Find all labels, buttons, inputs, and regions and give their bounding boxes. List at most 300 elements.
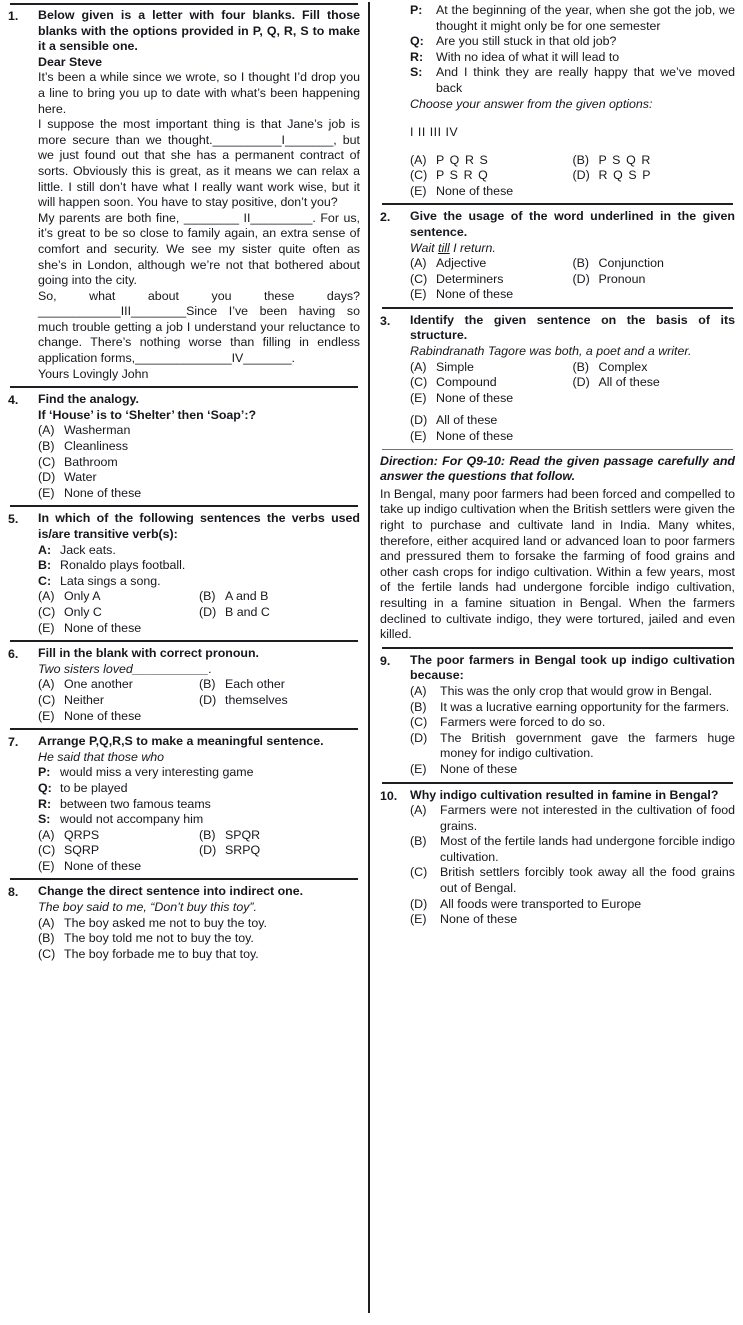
option-letter: (C) bbox=[410, 271, 428, 286]
option-text: None of these bbox=[64, 485, 142, 500]
option-letter: (E) bbox=[410, 287, 427, 302]
option-d[interactable] bbox=[199, 605, 360, 621]
option-row bbox=[38, 843, 360, 859]
statement-text: Lata sings a song. bbox=[60, 573, 161, 588]
question-body bbox=[38, 511, 360, 636]
question-prompt: Why indigo cultivation resulted in famine in Bengal? bbox=[410, 787, 719, 802]
option-text: SPQR bbox=[225, 827, 261, 842]
option-letter: (B) bbox=[572, 359, 590, 374]
statement-text: Jack eats. bbox=[60, 542, 116, 557]
option-text: None of these bbox=[436, 287, 514, 302]
question-1-continued bbox=[380, 3, 735, 199]
question-number-spacer bbox=[380, 413, 410, 414]
options-list bbox=[38, 423, 360, 501]
option-letter: (E) bbox=[38, 485, 55, 500]
option-row bbox=[410, 413, 735, 429]
question-separator bbox=[382, 647, 733, 649]
statement-label: S: bbox=[38, 812, 51, 827]
option-d[interactable] bbox=[410, 897, 735, 913]
option-d[interactable] bbox=[573, 272, 736, 288]
option-row bbox=[38, 828, 360, 844]
statement-s bbox=[410, 65, 735, 96]
option-letter: (E) bbox=[410, 183, 427, 198]
option-c[interactable] bbox=[38, 947, 360, 963]
option-row bbox=[410, 684, 735, 700]
option-c[interactable] bbox=[38, 693, 199, 709]
option-text: Pronoun bbox=[598, 271, 646, 286]
option-letter: (A) bbox=[38, 423, 55, 438]
option-letter: (C) bbox=[410, 715, 428, 730]
option-text: Compound bbox=[436, 375, 497, 390]
option-row bbox=[410, 762, 735, 778]
option-letter: (B) bbox=[38, 439, 55, 454]
underlined-word: till bbox=[438, 240, 450, 255]
option-text: Determiners bbox=[436, 271, 504, 286]
option-a[interactable] bbox=[410, 684, 735, 700]
subprompt-post: I return. bbox=[449, 240, 496, 255]
option-row bbox=[410, 375, 735, 391]
statement-label: A: bbox=[38, 542, 52, 557]
question-body bbox=[410, 413, 735, 444]
question-separator bbox=[382, 782, 733, 784]
question-4 bbox=[8, 392, 360, 501]
statement-s bbox=[38, 812, 360, 828]
statement-q bbox=[410, 34, 735, 50]
option-text: All of these bbox=[598, 375, 660, 390]
option-a[interactable] bbox=[410, 360, 573, 376]
option-letter: (D) bbox=[410, 413, 428, 428]
option-b[interactable] bbox=[573, 360, 736, 376]
option-text: None of these bbox=[64, 708, 142, 723]
letter-paragraph-2: I suppose the most important thing is that Jane’s job is more secure than we thought.__________I_______, but we just found out that she has a permanent contract of sorts. Obviously this is great, as it means we can relax a little. I still don’t have what I really want work wise, but it will happen soon. You have to stay positive, don’t you? bbox=[38, 117, 360, 210]
option-text: None of these bbox=[64, 858, 142, 873]
question-subprompt: The boy said to me, “Don’t buy this toy”. bbox=[38, 900, 257, 915]
question-separator bbox=[10, 728, 358, 730]
option-text: None of these bbox=[436, 183, 514, 198]
option-a[interactable] bbox=[38, 916, 360, 932]
question-2 bbox=[380, 209, 735, 303]
option-letter: (B) bbox=[410, 699, 427, 714]
statement-text: Ronaldo plays football. bbox=[60, 558, 186, 573]
option-c[interactable] bbox=[410, 168, 573, 184]
question-number: 4. bbox=[8, 393, 19, 408]
option-row bbox=[410, 272, 735, 288]
option-c[interactable] bbox=[410, 272, 573, 288]
options-list bbox=[410, 803, 735, 928]
letter-paragraph-3: My parents are both fine, ________ II_________. For us, it’s great to be so close to family again, an extra sense of comfort and security. We see my sister quite often as she’s in London, although we’re not that bothered about going into the city. bbox=[38, 210, 360, 288]
orphan-option-e[interactable] bbox=[410, 429, 735, 445]
option-row bbox=[410, 391, 735, 407]
letter-salutation: Dear Steve bbox=[38, 54, 103, 69]
direction-text: Direction: For Q9-10: Read the given passage carefully and answer the questions that follow. bbox=[380, 453, 735, 484]
option-letter: (D) bbox=[410, 730, 428, 745]
option-text: None of these bbox=[440, 912, 518, 927]
option-row bbox=[410, 168, 735, 184]
option-letter: (A) bbox=[38, 827, 55, 842]
option-row bbox=[38, 423, 360, 439]
option-b[interactable] bbox=[38, 439, 360, 455]
option-row bbox=[410, 897, 735, 913]
option-letter: (A) bbox=[410, 359, 427, 374]
option-row bbox=[410, 360, 735, 376]
option-text: Only A bbox=[64, 589, 101, 604]
option-letter: (C) bbox=[38, 604, 56, 619]
statement-label: R: bbox=[38, 796, 52, 811]
option-letter: (B) bbox=[572, 256, 590, 271]
left-column bbox=[0, 0, 368, 1325]
option-letter: (C) bbox=[38, 454, 56, 469]
option-row bbox=[38, 589, 360, 605]
question-separator bbox=[10, 878, 358, 880]
option-text: It was a lucrative earning opportunity for the farmers. bbox=[440, 699, 730, 714]
option-letter: (D) bbox=[199, 604, 217, 619]
question-prompt: Below given is a letter with four blanks. Fill those blanks with the options provided in P, Q, R, S to make it a sensible one. bbox=[38, 8, 360, 54]
option-c[interactable] bbox=[410, 715, 735, 731]
option-letter: (E) bbox=[38, 858, 55, 873]
option-e[interactable] bbox=[410, 184, 735, 200]
question-prompt: Identify the given sentence on the basis of its structure. bbox=[410, 312, 735, 343]
option-letter: (D) bbox=[38, 470, 56, 485]
option-letter: (D) bbox=[572, 375, 590, 390]
option-letter: (E) bbox=[410, 429, 427, 444]
question-number: 1. bbox=[8, 9, 19, 23]
option-text: Farmers were forced to do so. bbox=[440, 715, 606, 730]
option-row bbox=[38, 486, 360, 502]
option-c[interactable] bbox=[38, 455, 360, 471]
options-list bbox=[410, 256, 735, 303]
option-text: themselves bbox=[225, 692, 288, 707]
top-rule bbox=[10, 3, 358, 5]
option-letter: (D) bbox=[199, 843, 217, 858]
option-row bbox=[38, 455, 360, 471]
question-subprompt: If ‘House’ is to ‘Shelter’ then ‘Soap’:? bbox=[38, 407, 257, 422]
option-row bbox=[410, 803, 735, 834]
option-e[interactable] bbox=[410, 762, 735, 778]
option-b[interactable] bbox=[410, 700, 735, 716]
option-letter: (A) bbox=[38, 677, 55, 692]
question-prompt: Find the analogy. bbox=[38, 392, 139, 407]
statement-text: would miss a very interesting game bbox=[60, 765, 254, 780]
statement-text: between two famous teams bbox=[60, 796, 211, 811]
option-letter: (B) bbox=[199, 589, 216, 604]
statement-label: S: bbox=[410, 65, 423, 80]
question-number: 9. bbox=[380, 653, 391, 668]
option-letter: (E) bbox=[410, 761, 427, 776]
option-row bbox=[410, 700, 735, 716]
option-b[interactable] bbox=[38, 931, 360, 947]
option-letter: (A) bbox=[410, 256, 427, 271]
question-body bbox=[410, 653, 735, 778]
option-b[interactable] bbox=[199, 589, 360, 605]
option-a[interactable] bbox=[38, 677, 199, 693]
option-row bbox=[410, 731, 735, 762]
option-letter: (C) bbox=[38, 692, 56, 707]
option-d[interactable] bbox=[410, 731, 735, 762]
option-text: A and B bbox=[225, 589, 269, 604]
option-text: Cleanliness bbox=[64, 439, 129, 454]
option-text: R Q S P bbox=[598, 168, 652, 183]
question-7 bbox=[8, 734, 360, 874]
option-letter: (B) bbox=[572, 152, 590, 167]
option-text: Water bbox=[64, 470, 97, 485]
statement-a bbox=[38, 543, 360, 559]
statement-label: Q: bbox=[410, 34, 424, 49]
statement-label: Q: bbox=[38, 780, 52, 795]
question-prompt: Give the usage of the word underlined in the given sentence. bbox=[410, 209, 735, 239]
statement-label: P: bbox=[410, 3, 423, 17]
option-row bbox=[38, 470, 360, 486]
question-body bbox=[410, 313, 735, 407]
option-letter: (E) bbox=[38, 708, 55, 723]
question-5 bbox=[8, 511, 360, 636]
option-b[interactable] bbox=[199, 677, 360, 693]
option-letter: (D) bbox=[572, 271, 590, 286]
statement-p bbox=[410, 3, 735, 34]
option-text: This was the only crop that would grow in Bengal. bbox=[440, 683, 713, 698]
option-row bbox=[38, 709, 360, 725]
option-e[interactable] bbox=[38, 709, 360, 725]
option-letter: (A) bbox=[410, 152, 427, 167]
option-row bbox=[38, 859, 360, 875]
question-3 bbox=[380, 313, 735, 407]
option-c[interactable] bbox=[38, 843, 199, 859]
option-letter: (B) bbox=[38, 931, 55, 946]
option-c[interactable] bbox=[410, 375, 573, 391]
column-divider bbox=[368, 2, 370, 1313]
option-letter: (E) bbox=[38, 620, 55, 635]
option-letter: (C) bbox=[38, 946, 56, 961]
right-column bbox=[368, 0, 743, 1325]
option-text: SQRP bbox=[64, 843, 100, 858]
question-number: 5. bbox=[8, 512, 19, 527]
option-text: Bathroom bbox=[64, 454, 118, 469]
letter-paragraph-1: It’s been a while since we wrote, so I thought I’d drop you a line to bring you up to date with what’s been happening here. bbox=[38, 70, 360, 116]
option-letter: (B) bbox=[199, 677, 216, 692]
option-text: Only C bbox=[64, 604, 102, 619]
option-letter: (E) bbox=[410, 912, 427, 927]
option-a[interactable] bbox=[38, 423, 360, 439]
options-list bbox=[410, 413, 735, 444]
option-d[interactable] bbox=[199, 693, 360, 709]
option-letter: (D) bbox=[572, 168, 590, 183]
question-prompt: Change the direct sentence into indirect one. bbox=[38, 884, 304, 899]
statement-r bbox=[38, 797, 360, 813]
option-text: Washerman bbox=[64, 423, 131, 438]
options-list bbox=[38, 916, 360, 963]
question-prompt: Arrange P,Q,R,S to make a meaningful sentence. bbox=[38, 734, 324, 749]
option-text: P Q R S bbox=[436, 152, 489, 167]
statement-q bbox=[38, 781, 360, 797]
options-list bbox=[410, 684, 735, 778]
options-list bbox=[38, 828, 360, 875]
option-letter: (C) bbox=[410, 865, 428, 880]
question-separator bbox=[10, 386, 358, 388]
option-letter: (E) bbox=[410, 390, 427, 405]
option-text: None of these bbox=[440, 761, 518, 776]
orphan-options-block bbox=[380, 413, 735, 444]
option-a[interactable] bbox=[38, 828, 199, 844]
question-1 bbox=[8, 8, 360, 382]
option-text: The British government gave the farmers huge money for indigo cultivation. bbox=[440, 730, 735, 761]
option-row bbox=[410, 256, 735, 272]
question-8 bbox=[8, 884, 360, 962]
option-text: None of these bbox=[436, 429, 514, 444]
question-subprompt: He said that those who bbox=[38, 749, 165, 764]
reading-passage: In Bengal, many poor farmers had been forced and compelled to take up indigo cultivation when the British settlers were given the right to purchase and cultivate land in India. Many whites, therefore, either acquired land or advanced loan to poor farmers and pressured them to forsake the farming of food grains and other cash crops for indigo cultivation. Within a few years, most of the fertile lands had undergone forcible indigo cultivation, resulting in a famine situation in Bengal. When the farmers declined to cultivate indigo, they were tortured, jailed and even killed. bbox=[380, 486, 735, 642]
option-letter: (D) bbox=[199, 692, 217, 707]
option-letter: (B) bbox=[410, 834, 427, 849]
options-list bbox=[410, 360, 735, 407]
question-subprompt: Rabindranath Tagore was both, a poet and a writer. bbox=[410, 344, 692, 359]
option-row bbox=[38, 693, 360, 709]
option-text: Neither bbox=[64, 692, 104, 707]
option-text: Conjunction bbox=[598, 256, 664, 271]
orphan-option-d[interactable] bbox=[410, 413, 735, 429]
option-text: Complex bbox=[598, 359, 648, 374]
option-e[interactable] bbox=[410, 912, 735, 928]
option-text: Simple bbox=[436, 359, 474, 374]
statement-r bbox=[410, 50, 735, 66]
option-text: Farmers were not interested in the cultivation of food grains. bbox=[440, 803, 735, 833]
option-row bbox=[410, 865, 735, 896]
option-text: One another bbox=[64, 677, 133, 692]
roman-numeral-header: I II III IV bbox=[410, 124, 459, 139]
statement-b bbox=[38, 558, 360, 574]
choose-answer-line: Choose your answer from the given options: bbox=[410, 96, 653, 111]
option-e[interactable] bbox=[410, 287, 735, 303]
question-9 bbox=[380, 653, 735, 778]
question-6 bbox=[8, 646, 360, 724]
statement-text: With no idea of what it will lead to bbox=[436, 49, 620, 64]
question-body bbox=[38, 8, 360, 382]
option-b[interactable] bbox=[410, 834, 735, 865]
question-number: 7. bbox=[8, 735, 19, 750]
statement-text: Are you still stuck in that old job? bbox=[436, 34, 617, 49]
option-e[interactable] bbox=[38, 859, 360, 875]
option-d[interactable] bbox=[199, 843, 360, 859]
statement-label: B: bbox=[38, 558, 52, 573]
option-row bbox=[410, 912, 735, 928]
question-number: 3. bbox=[380, 313, 391, 328]
option-b[interactable] bbox=[573, 153, 736, 169]
option-row bbox=[38, 605, 360, 621]
question-number-spacer bbox=[380, 3, 410, 4]
question-number: 8. bbox=[8, 885, 19, 900]
option-row bbox=[38, 439, 360, 455]
question-body bbox=[410, 788, 735, 928]
option-row bbox=[410, 429, 735, 445]
question-prompt: The poor farmers in Bengal took up indigo cultivation because: bbox=[410, 652, 735, 683]
option-a[interactable] bbox=[410, 153, 573, 169]
option-row bbox=[38, 916, 360, 932]
option-b[interactable] bbox=[573, 256, 736, 272]
option-text: SRPQ bbox=[225, 843, 261, 858]
option-text: The boy told me not to buy the toy. bbox=[64, 931, 254, 946]
question-prompt: Fill in the blank with correct pronoun. bbox=[38, 646, 259, 661]
question-prompt: In which of the following sentences the verbs used is/are transitive verb(s): bbox=[38, 511, 360, 541]
option-b[interactable] bbox=[199, 828, 360, 844]
option-c[interactable] bbox=[410, 865, 735, 896]
question-body bbox=[38, 392, 360, 501]
option-a[interactable] bbox=[38, 589, 199, 605]
option-letter: (A) bbox=[38, 589, 55, 604]
option-text: None of these bbox=[436, 390, 514, 405]
question-number: 2. bbox=[380, 210, 391, 225]
option-row bbox=[38, 621, 360, 637]
statement-text: At the beginning of the year, when she got the job, we thought it might only be for one semester bbox=[436, 3, 735, 33]
option-row bbox=[410, 184, 735, 200]
subprompt-pre: Wait bbox=[410, 240, 438, 255]
letter-closing: Yours Lovingly John bbox=[38, 366, 149, 381]
option-letter: (C) bbox=[410, 375, 428, 390]
option-text: Most of the fertile lands had undergone forcible indigo cultivation. bbox=[440, 834, 735, 864]
option-text: P S R Q bbox=[436, 168, 489, 183]
statement-text: And I think they are really happy that we’ve moved back bbox=[436, 65, 735, 95]
question-subprompt: Two sisters loved___________. bbox=[38, 661, 213, 676]
question-separator bbox=[10, 640, 358, 642]
statement-label: R: bbox=[410, 49, 424, 64]
statement-p bbox=[38, 765, 360, 781]
option-d[interactable] bbox=[573, 168, 736, 184]
option-e[interactable] bbox=[38, 621, 360, 637]
letter-paragraph-4: So, what about you these days? ____________III________Since I’ve been having so much trouble getting a job I understand your reluctance to change. There’s nothing worse than filling in endless application forms,______________IV_______. bbox=[38, 288, 360, 366]
passage-separator bbox=[382, 449, 733, 450]
option-row bbox=[38, 947, 360, 963]
question-10 bbox=[380, 788, 735, 928]
option-text: All foods were transported to Europe bbox=[440, 896, 642, 911]
option-text: The boy asked me not to buy the toy. bbox=[64, 915, 267, 930]
option-e[interactable] bbox=[410, 391, 735, 407]
option-text: None of these bbox=[64, 620, 142, 635]
question-number: 6. bbox=[8, 647, 19, 662]
option-row bbox=[410, 715, 735, 731]
option-text: Each other bbox=[225, 677, 285, 692]
option-text: The boy forbade me to buy that toy. bbox=[64, 946, 259, 961]
option-text: All of these bbox=[436, 413, 498, 428]
question-number: 10. bbox=[380, 788, 398, 803]
option-e[interactable] bbox=[38, 486, 360, 502]
option-a[interactable] bbox=[410, 803, 735, 834]
question-separator bbox=[382, 307, 733, 309]
option-letter: (D) bbox=[410, 896, 428, 911]
option-row bbox=[410, 153, 735, 169]
option-row bbox=[38, 931, 360, 947]
options-list bbox=[38, 589, 360, 636]
question-body bbox=[38, 884, 360, 962]
question-separator bbox=[10, 505, 358, 507]
option-text: Adjective bbox=[436, 256, 487, 271]
option-row bbox=[410, 834, 735, 865]
option-letter: (C) bbox=[410, 168, 428, 183]
option-row bbox=[410, 287, 735, 303]
option-row bbox=[38, 677, 360, 693]
question-body bbox=[38, 646, 360, 724]
option-d[interactable] bbox=[573, 375, 736, 391]
question-body bbox=[410, 3, 735, 199]
option-letter: (A) bbox=[410, 803, 427, 818]
option-text: B and C bbox=[225, 604, 270, 619]
option-a[interactable] bbox=[410, 256, 573, 272]
options-list bbox=[410, 153, 735, 200]
option-letter: (C) bbox=[38, 843, 56, 858]
options-list bbox=[38, 677, 360, 724]
option-letter: (A) bbox=[38, 915, 55, 930]
option-c[interactable] bbox=[38, 605, 199, 621]
statement-text: to be played bbox=[60, 780, 128, 795]
question-separator bbox=[382, 203, 733, 205]
option-d[interactable] bbox=[38, 470, 360, 486]
statement-c bbox=[38, 574, 360, 590]
